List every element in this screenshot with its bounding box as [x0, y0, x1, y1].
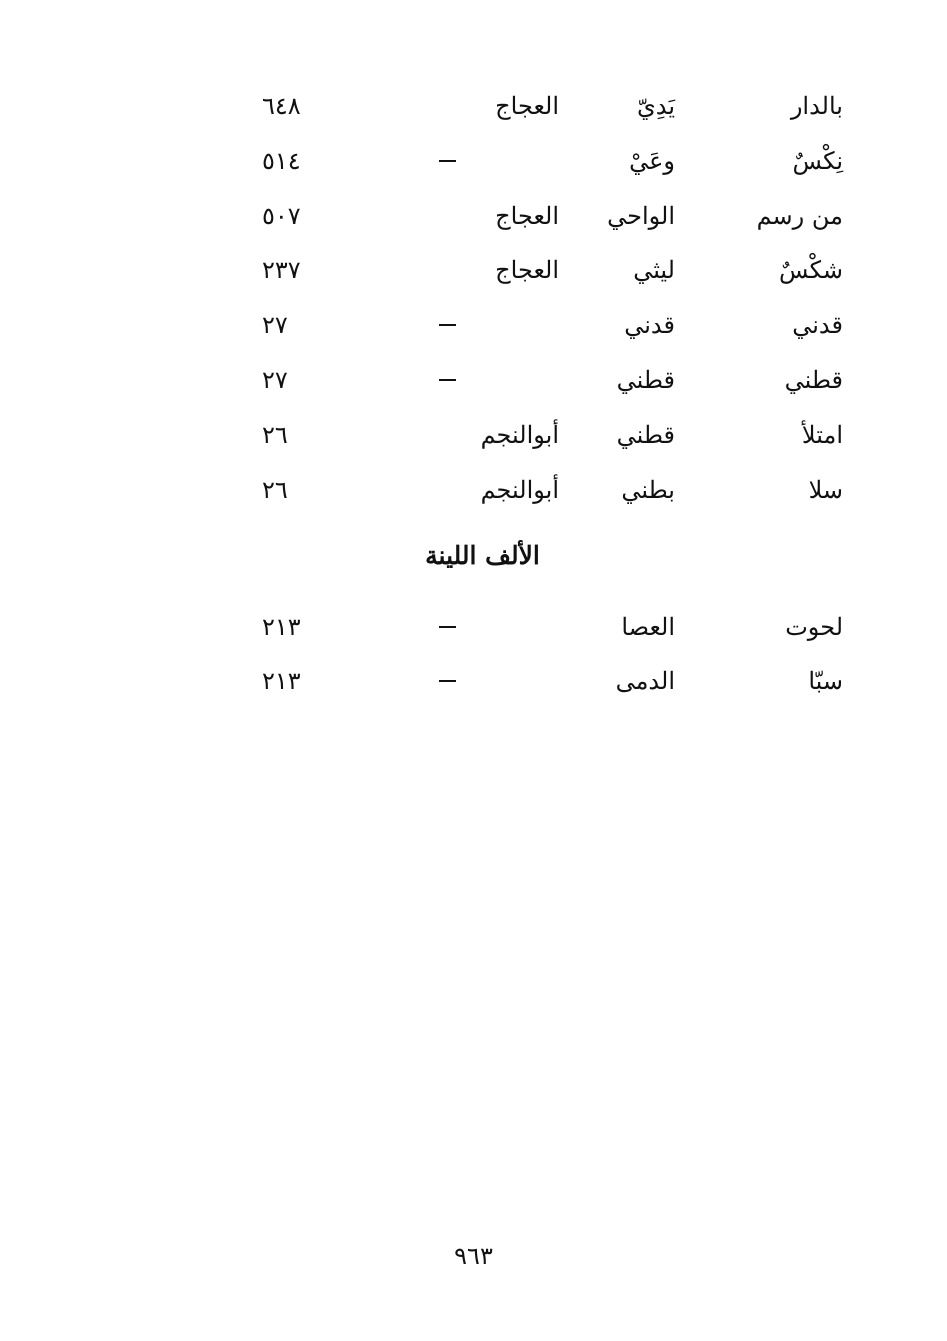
table-row [0, 415, 947, 455]
page-number: ٩٦٣ [454, 1242, 493, 1270]
table-row [0, 196, 947, 236]
table-row [0, 305, 947, 345]
word-cell: الواحي [607, 201, 675, 230]
rhyme-cell: لحوت [785, 613, 843, 641]
empty-dash [439, 626, 456, 628]
word-cell: يَدِيّ [636, 92, 675, 120]
empty-dash [439, 379, 456, 381]
rhyme-cell: امتلأ [801, 420, 843, 449]
word-cell: الدمى [615, 667, 675, 695]
empty-dash [439, 160, 456, 162]
rhyme-cell: قدني [792, 311, 843, 340]
word-cell: قدني [624, 311, 675, 340]
page-ref-cell: ٢٣٧ [262, 256, 301, 285]
rhyme-cell: بالدار [790, 92, 843, 120]
page-ref-cell: ٢٧ [262, 311, 288, 340]
poet-cell: العجاج [495, 92, 559, 120]
page-ref-cell: ٥٠٧ [262, 201, 301, 230]
table-row [0, 360, 947, 400]
rhyme-cell: سبّا [808, 667, 843, 695]
table-row [0, 86, 947, 126]
empty-dash [439, 324, 456, 326]
table-row [0, 141, 947, 181]
table-row [0, 607, 947, 647]
rhyme-cell: قطني [784, 366, 843, 394]
page-ref-cell: ٦٤٨ [262, 92, 301, 120]
page-ref-cell: ٢٦ [262, 475, 288, 504]
empty-dash [439, 680, 456, 682]
poet-cell: العجاج [495, 201, 559, 230]
page-ref-cell: ٢١٣ [262, 613, 301, 641]
rhyme-cell: من رسم [756, 201, 843, 230]
poet-cell: العجاج [495, 256, 559, 285]
word-cell: العصا [621, 613, 675, 641]
section-title: الألف اللينة [425, 541, 540, 570]
table-row [0, 250, 947, 290]
page-ref-cell: ٢٦ [262, 420, 288, 449]
rhyme-cell: سلا [808, 475, 843, 504]
poet-cell: أبوالنجم [480, 420, 559, 449]
poet-cell: أبوالنجم [480, 475, 559, 504]
word-cell: قطني [616, 420, 675, 449]
word-cell: وعَيْ [629, 146, 675, 175]
page-ref-cell: ٢١٣ [262, 667, 301, 695]
rhyme-cell: شكْسٌ [779, 256, 843, 285]
word-cell: قطني [616, 366, 675, 394]
word-cell: بطني [621, 475, 675, 504]
page-ref-cell: ٥١٤ [262, 146, 301, 175]
page-ref-cell: ٢٧ [262, 366, 288, 394]
rhyme-cell: نِكْسٌ [792, 146, 843, 175]
table-row [0, 661, 947, 701]
word-cell: ليثي [633, 256, 675, 285]
table-row [0, 470, 947, 510]
